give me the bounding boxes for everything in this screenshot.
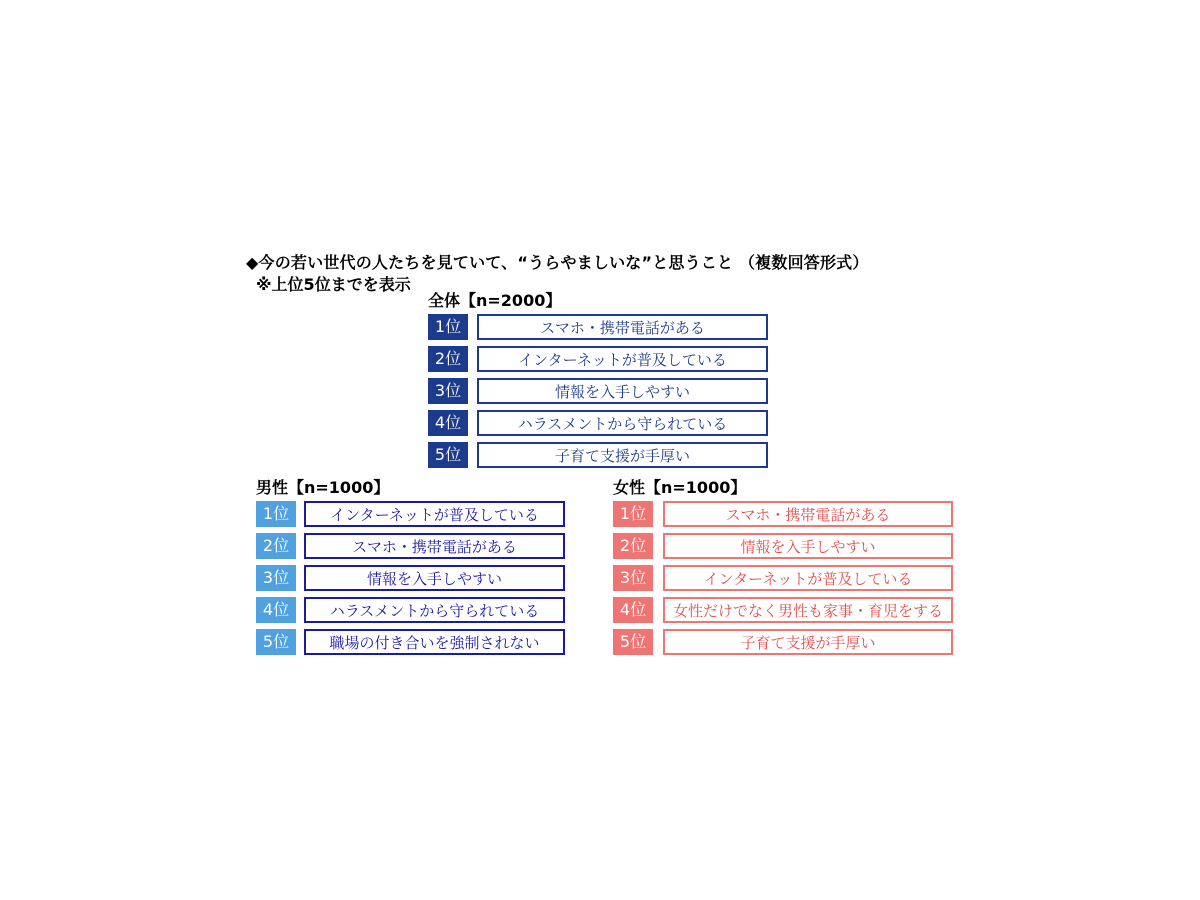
rank-badge: 5位 (256, 629, 296, 655)
rank-badge: 1位 (613, 501, 653, 527)
ranking-row (613, 565, 953, 591)
rank-badge: 3位 (428, 378, 468, 404)
ranking-row (428, 314, 768, 340)
rank-badge: 5位 (613, 629, 653, 655)
rank-badge: 4位 (613, 597, 653, 623)
survey-title: ◆今の若い世代の人たちを見ていて、“うらやましいな”と思うこと （複数回答形式） (246, 253, 869, 272)
ranking-row (613, 629, 953, 655)
female-label: 女性【n=1000】 (613, 478, 747, 497)
ranking-item: 情報を入手しやすい (663, 533, 953, 559)
ranking-row (613, 533, 953, 559)
rank-badge: 5位 (428, 442, 468, 468)
male-label: 男性【n=1000】 (256, 478, 390, 497)
rank-badge: 1位 (428, 314, 468, 340)
ranking-row (613, 501, 953, 527)
rank-badge: 3位 (256, 565, 296, 591)
ranking-row (428, 410, 768, 436)
rank-badge: 3位 (613, 565, 653, 591)
ranking-row (428, 442, 768, 468)
ranking-item: スマホ・携帯電話がある (477, 314, 768, 340)
ranking-item: ハラスメントから守られている (304, 597, 565, 623)
rank-badge: 1位 (256, 501, 296, 527)
rank-badge: 2位 (428, 346, 468, 372)
rank-badge: 4位 (256, 597, 296, 623)
ranking-row (256, 629, 565, 655)
overall-label: 全体【n=2000】 (428, 291, 562, 310)
ranking-item: スマホ・携帯電話がある (304, 533, 565, 559)
ranking-item: 女性だけでなく男性も家事・育児をする (663, 597, 953, 623)
overall-ranking (428, 290, 768, 474)
ranking-row (613, 597, 953, 623)
rank-badge: 2位 (256, 533, 296, 559)
ranking-row (428, 378, 768, 404)
ranking-item: インターネットが普及している (663, 565, 953, 591)
ranking-item: スマホ・携帯電話がある (663, 501, 953, 527)
ranking-item: インターネットが普及している (304, 501, 565, 527)
ranking-item: 情報を入手しやすい (477, 378, 768, 404)
ranking-item: 子育て支援が手厚い (663, 629, 953, 655)
female-ranking (613, 477, 953, 661)
ranking-row (256, 501, 565, 527)
ranking-item: ハラスメントから守られている (477, 410, 768, 436)
survey-note: ※上位5位までを表示 (256, 275, 411, 294)
male-ranking (256, 477, 565, 661)
ranking-row (256, 533, 565, 559)
rank-badge: 2位 (613, 533, 653, 559)
rank-badge: 4位 (428, 410, 468, 436)
ranking-item: 情報を入手しやすい (304, 565, 565, 591)
ranking-item: 子育て支援が手厚い (477, 442, 768, 468)
ranking-row (256, 597, 565, 623)
ranking-item: 職場の付き合いを強制されない (304, 629, 565, 655)
ranking-item: インターネットが普及している (477, 346, 768, 372)
ranking-row (428, 346, 768, 372)
ranking-row (256, 565, 565, 591)
